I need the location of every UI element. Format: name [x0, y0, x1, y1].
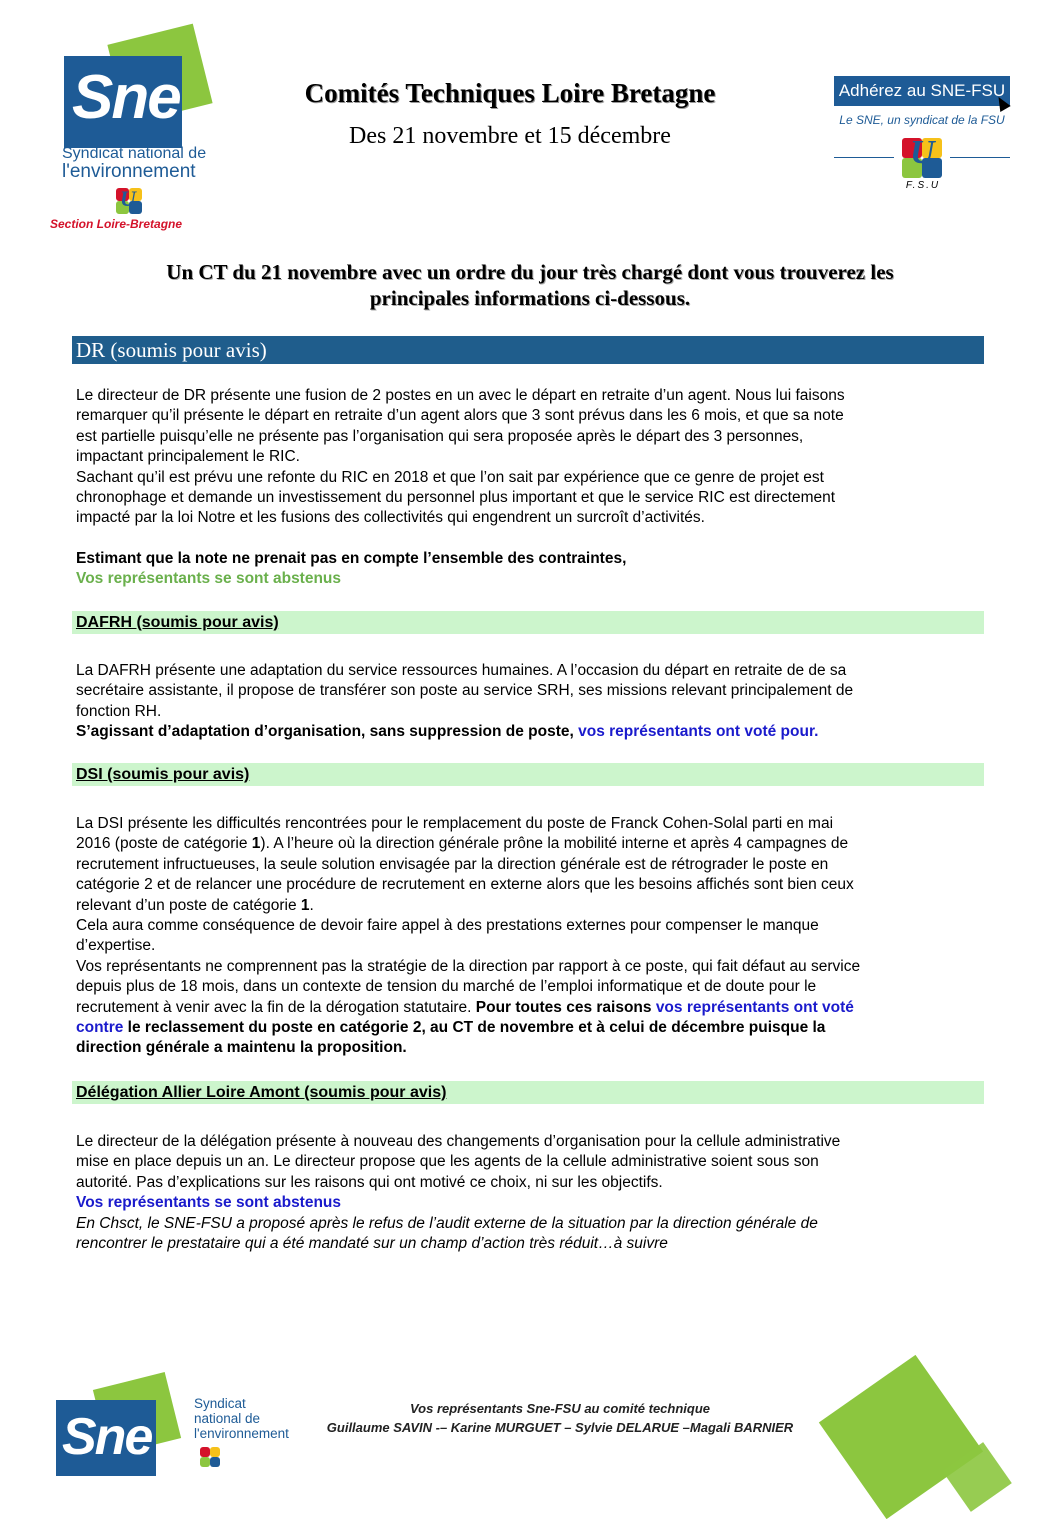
- intro-text: [60, 259, 1000, 311]
- allier-line: Le directeur de la délégation présente à nouveau des changements d’organisation pour la cellule administrative: [76, 1133, 841, 1150]
- section-dr-body: [76, 386, 982, 590]
- dr-line: remarquer qu’il présente le départ en retraite d’un agent alors que 3 sont prévus dans les 6 mois, et que sa note: [76, 407, 844, 425]
- dr-line: impacté par la loi Notre et les fusions des collectivités qui engendrent un surcroît d’activités.: [76, 509, 705, 527]
- adherez-button[interactable]: [834, 76, 1010, 106]
- allier-line: mise en place depuis un an. Le directeur propose que les agents de la cellule administrative soient sous son: [76, 1153, 819, 1171]
- footer-logo-caption: [194, 1396, 289, 1441]
- dafrh-line: fonction RH.: [76, 702, 162, 720]
- dsi-text: 2016 (poste de catégorie: [76, 835, 252, 853]
- footer-logo-wordmark: Sne: [62, 1408, 152, 1466]
- dsi-text: recrutement à venir avec la fin de la dérogation statutaire.: [76, 998, 476, 1016]
- section-heading-dr-text: DR (soumis pour avis): [76, 338, 267, 362]
- allier-line: autorité. Pas d’explications sur les raisons qui ont motivé ce choix, ni sur les objectifs.: [76, 1173, 663, 1191]
- dsi-line: La DSI présente les difficultés rencontrées pour le remplacement du poste de Franck Cohen-Solal parti en mai: [76, 815, 834, 832]
- dr-line: Sachant qu’il est prévu une refonte du RIC en 2018 et que l’on sait par expérience que ce genre de projet est: [76, 468, 824, 486]
- dsi-line: Vos représentants ne comprennent pas la stratégie de la direction par rapport à ce poste, qui fait défaut au service: [76, 957, 861, 975]
- section-heading-dafrh: [72, 611, 984, 634]
- footer-caption-line: l'environnement: [194, 1426, 289, 1441]
- section-heading-dr: [72, 336, 984, 364]
- dsi-category-number: 1: [251, 835, 261, 853]
- dafrh-line: secrétaire assistante, il propose de transférer son poste au service SRH, ses missions relevant principalement de: [76, 682, 854, 700]
- footer-logo: [52, 1378, 182, 1478]
- allier-chsct-line: rencontrer le prestataire qui a été mandaté sur un champ d’action très réduit…à suivre: [76, 1235, 668, 1253]
- section-heading-dafrh-text: DAFRH (soumis pour avis): [76, 614, 279, 631]
- footer-representatives: [290, 1399, 830, 1437]
- dsi-text-bold: Pour toutes ces raisons: [475, 998, 656, 1016]
- dafrh-conclusion: S’agissant d’adaptation d’organisation, sans suppression de poste,: [76, 723, 579, 741]
- section-label: Section Loire-Bretagne: [50, 217, 183, 231]
- allier-chsct-line: En Chsct, le SNE-FSU a proposé après le refus de l’audit externe de la situation par la direction générale de: [76, 1214, 818, 1232]
- dsi-line: Cela aura comme conséquence de devoir faire appel à des prestations externes pour compenser le manque: [76, 917, 819, 935]
- section-heading-dsi-text: DSI (soumis pour avis): [76, 766, 250, 783]
- dr-line: Le directeur de DR présente une fusion de 2 postes en un avec le départ en retraite d’un agent. Nous lui faisons: [76, 387, 845, 404]
- allier-vote: Vos représentants se sont abstenus: [76, 1194, 342, 1212]
- dr-line: est partielle puisqu’elle ne présente pas l’organisation qui sera proposée après le départ des 3 personnes,: [76, 427, 804, 445]
- footer-line-2: Guillaume SAVIN -– Karine MURGUET – Sylvie DELARUE –Magali BARNIER: [326, 1420, 794, 1435]
- page-title: Comités Techniques Loire Bretagne: [304, 78, 716, 108]
- adherez-button-label: Adhérez au SNE-FSU: [838, 81, 1006, 100]
- section-heading-allier: [72, 1081, 984, 1104]
- section-heading-dsi: [72, 763, 984, 786]
- dsi-text: .: [309, 896, 314, 914]
- section-heading-allier-text: Délégation Allier Loire Amont (soumis pour avis): [76, 1084, 447, 1101]
- divider-right: [950, 157, 1010, 158]
- dr-line: chronophage et demande un investissement du personnel plus important et que le service RIC est directement: [76, 489, 836, 507]
- intro-line-2: principales informations ci-dessous.: [369, 286, 691, 310]
- dafrh-vote: vos représentants ont voté pour.: [578, 723, 819, 741]
- dr-line: impactant principalement le RIC.: [76, 448, 300, 466]
- logo-wordmark: Sne: [72, 63, 180, 132]
- section-allier-body: [76, 1132, 982, 1254]
- dr-conclusion: Estimant que la note ne prenait pas en compte l’ensemble des contraintes,: [76, 549, 627, 567]
- logo-caption-line1: Syndicat national de: [62, 145, 207, 162]
- divider-left: [834, 157, 894, 158]
- dsi-line: direction générale a maintenu la proposition.: [76, 1039, 407, 1057]
- intro-line-1: Un CT du 21 novembre avec un ordre du jour très chargé dont vous trouverez les: [166, 260, 894, 284]
- footer-fsu-icon: [200, 1447, 220, 1467]
- fsu-label: F.S.U: [905, 180, 941, 191]
- footer-caption-line: Syndicat: [194, 1396, 246, 1411]
- fsu-logo-icon: U: [902, 138, 942, 178]
- footer-line-1: Vos représentants Sne-FSU au comité technique: [409, 1401, 711, 1416]
- dsi-line: d’expertise.: [76, 937, 156, 955]
- dsi-vote: vos représentants ont voté: [655, 998, 854, 1016]
- dsi-line: depuis plus de 18 mois, dans un contexte de tension du marché de l’emploi informatique et de doute pour le: [76, 978, 817, 996]
- dsi-vote-contre: contre: [76, 1019, 124, 1037]
- dsi-text-bold: le reclassement du poste en catégorie 2, au CT de novembre et à celui de décembre puisque la: [123, 1019, 826, 1037]
- footer-caption-line: national de: [194, 1411, 261, 1426]
- dr-vote: Vos représentants se sont abstenus: [76, 570, 342, 588]
- dsi-text: ). A l’heure où la direction générale prône la mobilité interne et après 4 campagnes de: [260, 835, 849, 853]
- logo-caption-line2: l'environnement: [62, 161, 196, 182]
- dsi-line: catégorie 2 et de relancer une procédure de recrutement en externe alors que les besoins affichés sont bien ceux: [76, 876, 854, 894]
- adherez-tagline: Le SNE, un syndicat de la FSU: [839, 113, 1005, 127]
- dsi-text: relevant d’un poste de catégorie: [76, 896, 301, 914]
- section-dsi-body: [76, 814, 982, 1059]
- fsu-small-icon: U: [116, 188, 142, 214]
- dsi-line: recrutement infructueuses, la seule solution envisagée par la direction générale est de rétrograder le poste en: [76, 855, 829, 873]
- page-subtitle: Des 21 novembre et 15 décembre: [349, 123, 671, 149]
- dsi-category-number: 1: [300, 896, 310, 914]
- dafrh-line: La DAFRH présente une adaptation du service ressources humaines. A l’occasion du départ en retraite de de sa: [76, 662, 847, 679]
- section-dafrh-body: [76, 661, 982, 743]
